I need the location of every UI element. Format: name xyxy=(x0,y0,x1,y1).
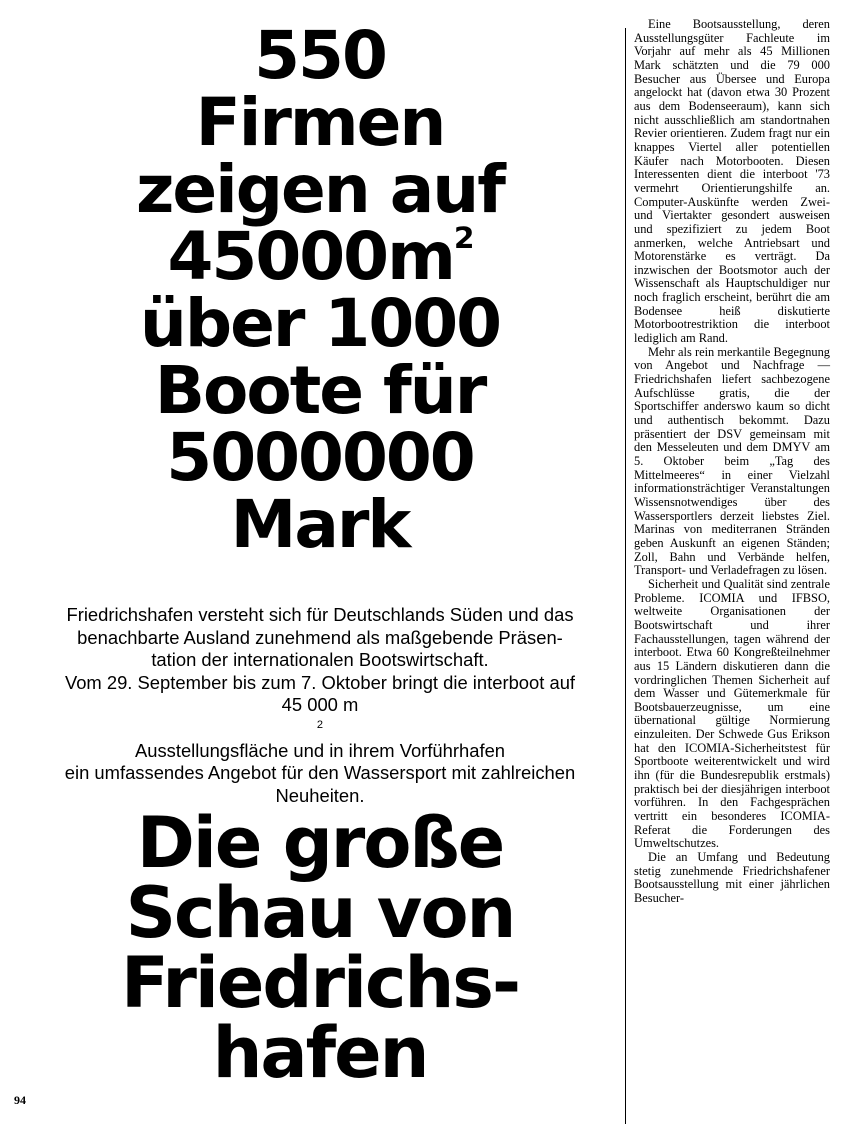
headline-top xyxy=(40,17,600,563)
column-paragraph: Sicherheit und Qualität sind zentrale Probleme. ICOMIA und IFBSO, weltweite Organisationen der Bootswirtschaft und ihrer Fachausstellungen, tagen während der interboot. Etwa 60 Kongreßteilnehmer aus 15 Ländern diskutieren dann die vordringlichen Themen Sicherheit auf dem Wasser und Gütemerkmale für Bootsbauerzeugnisse, um eine übernational gültige Normierung einzuleiten. Der Schwede Gus Erikson hat den ICOMIA-Sicherheitstest für Sportboote weiterentwickelt und wird ihn (für die Bundesrepublik erstmals) praktisch bei der diesjährigen interboot vorführen. In den Fachgesprächen vertritt ein besonderes ICOMIA-Referat die Forderungen des Umweltschutzes. xyxy=(634,576,830,851)
intro-line: benachbarte Ausland zunehmend als maßgebende Präsen- xyxy=(77,626,563,648)
intro-line: tation der internationalen Bootswirtschaft. xyxy=(151,649,489,671)
headline-line: 5000000 xyxy=(166,419,474,496)
intro-line: Vom 29. September bis zum 7. Oktober bringt die interboot auf xyxy=(64,671,576,693)
headline-line-area xyxy=(40,218,600,295)
intro-line: ein umfassendes Angebot für den Wassersport mit zahlreichen xyxy=(64,762,576,784)
body-text-column xyxy=(634,18,830,906)
headline-line: Schau von xyxy=(125,872,515,954)
headline-line: hafen xyxy=(212,1012,428,1094)
headline-line: Die große xyxy=(136,802,504,884)
intro-area-value: 45 000 m xyxy=(281,694,359,716)
column-divider xyxy=(625,28,626,1124)
headline-line: über 1000 xyxy=(139,285,501,362)
page-number: 94 xyxy=(14,1093,26,1107)
intro-area-superscript: 2 xyxy=(316,718,324,731)
intro-line: Friedrichshafen versteht sich für Deutschlands Süden und das xyxy=(66,604,574,625)
headline-area-number: 45000m xyxy=(167,218,454,295)
intro-paragraph xyxy=(14,604,626,807)
intro-line-area xyxy=(14,694,626,762)
headline-area-superscript: 2 xyxy=(453,220,473,256)
headline-line: zeigen auf xyxy=(135,151,504,228)
column-paragraph: Mehr als rein merkantile Begegnung von Angebot und Nachfrage — Friedrichshafen liefert sachbezogene Aufschlüsse gratis, die der Sportschiffer anderswo kaum so dicht und authentisch bekommt. Dazu präsentiert der DSV gemeinsam mit den Messeleuten und dem DMYV am 5. Oktober beim „Tag des Mittelmeeres“ in einer Vielzahl informationsträchtiger Veranstaltungen Wissensnotwendiges über des Wassersportlers derzeit liebstes Ziel. Marinas von mediterranen Stränden geben Auskunft an eigenen Ständen; Zoll, Bahn und Verbände helfen, Transport- und Verladefragen zu lösen. xyxy=(634,344,830,578)
headline-line: Boote für xyxy=(154,352,486,429)
intro-line: Neuheiten. xyxy=(275,784,365,806)
headline-bottom xyxy=(40,802,600,1094)
column-paragraph: Die an Umfang und Bedeutung stetig zunehmende Friedrichshafener Bootsausstellung mit einer jährlichen Besucher- xyxy=(634,850,830,905)
intro-area-rest: Ausstellungsfläche und in ihrem Vorführhafen xyxy=(134,739,506,761)
headline-line: Firmen xyxy=(195,84,445,161)
headline-line: Mark xyxy=(230,486,410,563)
column-paragraph: Eine Bootsausstellung, deren Ausstellungsgüter Fachleute im Vorjahr auf mehr als 45 Millionen Mark schätzten und die 79 000 Besucher aus Übersee und Europa angelockt hat (davon etwa 30 Prozent aus dem Bodenseeraum), kann sich nicht ausschließlich am standortnahen Revier orientieren. Zudem fragt nur ein knappes Viertel aller potentiellen Käufer nach Motorbooten. Diesen Interessenten dient die interboot '73 vermehrt Orientierungshilfe an. Computer-Auskünfte werden Zwei- und Viertakter gesondert ausweisen und spezifiziert zu jedem Boot anmerken, welche Antriebsart und Motorenstärke es verträgt. Da inzwischen der Bootsmotor auch der Wissenschaft als Hauptschuldiger nur noch fraglich erscheint, berührt die am Bodensee heiß diskutierte Motorbootrestriktion die interboot lediglich am Rand. xyxy=(634,17,830,346)
headline-line: Friedrichs- xyxy=(121,942,519,1024)
headline-line: 550 xyxy=(254,17,386,94)
